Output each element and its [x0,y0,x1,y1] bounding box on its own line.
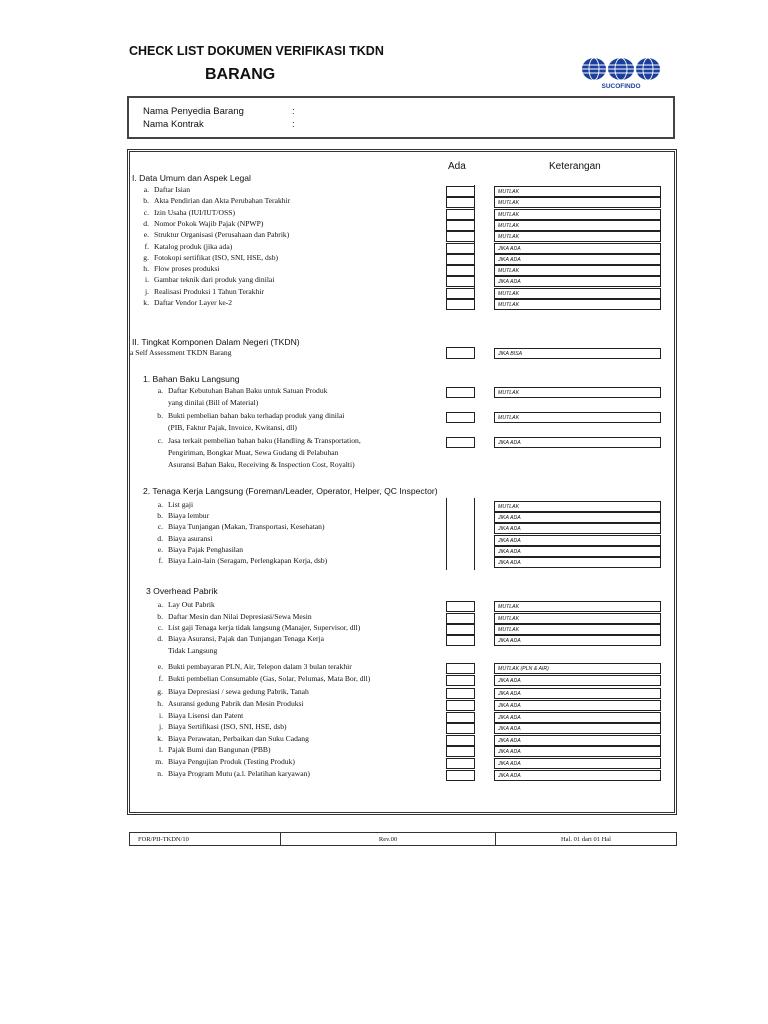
item-text: Pajak Bumi dan Bangunan (PBB) [168,745,271,754]
section-2-title: II. Tingkat Komponen Dalam Negeri (TKDN) [132,337,300,347]
item-text: Flow proses produksi [154,264,220,274]
item-text: Biaya Tunjangan (Makan, Transportasi, Kesehatan) [168,522,325,532]
checklist-item [150,646,217,655]
item-text: Biaya Pajak Penghasilan [168,544,244,554]
item-text: Biaya Perawatan, Perbaikan dan Suku Cadang [168,734,309,743]
svg-text:SUCOFINDO: SUCOFINDO [601,83,641,90]
item-text: Fotokopi sertifikat (ISO, SNI, HSE, dsb) [154,252,279,262]
item-letter: c. [157,436,163,445]
ada-checkbox[interactable] [446,254,475,265]
checklist-item [150,500,193,509]
subsection-1-title: 1. Bahan Baku Langsung [143,374,240,384]
item-text: Daftar Isian [154,185,191,194]
keterangan-note: MUTLAK [494,624,661,635]
subsection-2-title: 2. Tenaga Kerja Langsung (Foreman/Leader, Operator, Helper, QC Inspector) [143,486,438,496]
item-text: List gaji [168,500,194,509]
contract-name-colon: : [292,119,295,130]
item-letter: f. [158,674,163,683]
item-letter: g. [157,687,163,696]
checklist-item [150,411,345,420]
ada-checkbox[interactable] [446,675,475,686]
ada-checkbox[interactable] [446,231,475,242]
item-text: Tidak Langsung [168,646,218,655]
keterangan-note: JIKA ADA [494,688,661,699]
item-text: Asuransi gedung Pabrik dan Mesin Produksi [168,699,304,708]
checklist-item [150,556,327,565]
checklist-item [136,242,232,251]
checklist-item [150,522,325,531]
checklist-item [150,722,287,731]
item-text: Biaya Depresiasi / sewa gedung Pabrik, Tanah [168,687,309,696]
keterangan-note: MUTLAK [494,186,661,197]
item-text: Daftar Mesin dan Nilai Depresiasi/Sewa Mesin [168,612,312,621]
item-text-continued: (PIB, Faktur Pajak, Invoice, Kwitansi, dll) [168,423,297,432]
checklist-item [136,230,289,239]
keterangan-note: JIKA ADA [494,557,661,568]
checklist-item [150,662,352,671]
item-letter: a. [143,185,149,194]
item-text-continued: yang dinilai (Bill of Material) [168,398,259,407]
keterangan-note: MUTLAK [494,209,661,220]
ada-checkbox[interactable] [446,770,475,781]
item-text: Biaya Program Mutu (a.l. Pelatihan karyawan) [168,769,310,778]
item-letter: l. [158,745,163,754]
supplier-name-label: Nama Penyedia Barang [143,106,244,117]
item-letter: k. [157,734,163,743]
keterangan-note: MUTLAK [494,613,661,624]
item-letter: c. [143,207,149,217]
document-title: CHECK LIST DOKUMEN VERIFIKASI TKDN [129,44,384,58]
item-letter: j. [144,286,149,296]
item-letter: c. [157,522,163,532]
checklist-item [136,264,219,273]
item-text: Gambar teknik dari produk yang dinilai [154,275,275,285]
keterangan-note: MUTLAK [494,412,661,423]
keterangan-note: JIKA ADA [494,535,661,546]
checklist-item [150,634,324,643]
keterangan-note: JIKA ADA [494,700,661,711]
ada-checkbox[interactable] [446,624,475,635]
item-letter: b. [157,511,163,521]
checklist-item [150,623,360,632]
ada-checkbox[interactable] [446,220,475,231]
item-letter: a. [157,500,163,509]
checklist-item [136,298,232,307]
item-text: Akta Pendirian dan Akta Perubahan Terakhir [154,196,291,206]
keterangan-note: MUTLAK [494,265,661,276]
checklist-item [150,545,243,554]
item-letter: d. [143,218,149,228]
keterangan-note: JIKA ADA [494,746,661,757]
keterangan-note: MUTLAK [494,197,661,208]
ada-checkbox[interactable] [446,387,475,398]
checklist-item [150,757,295,766]
keterangan-note: JIKA ADA [494,675,661,686]
item-text: Izin Usaha (IUI/IUT/OSS) [154,207,235,217]
item-text: Bukti pembayaran PLN, Air, Telepon dalam 3 bulan terakhir [168,662,352,671]
identity-box [127,96,675,139]
ada-checkbox[interactable] [446,663,475,674]
item-text: Biaya Asuransi, Pajak dan Tunjangan Tenaga Kerja [168,634,325,643]
item-letter: g. [143,252,149,262]
item-letter: b. [157,411,163,420]
ada-checkbox[interactable] [446,209,475,220]
keterangan-note: JIKA ADA [494,276,661,287]
keterangan-note: JIKA ADA [494,243,661,254]
checklist-item [150,687,309,696]
section-1-title: I. Data Umum dan Aspek Legal [132,173,251,183]
ada-checkbox[interactable] [446,601,475,612]
keterangan-note: JIKA ADA [494,712,661,723]
ada-checkbox[interactable] [446,700,475,711]
checklist-item [136,287,264,296]
contract-name-label: Nama Kontrak [143,119,204,130]
item-letter: h. [157,699,163,708]
item-text-continued: Asuransi Bahan Baku, Receiving & Inspection Cost, Royalti) [168,460,355,469]
item-text: Struktur Organisasi (Perusahaan dan Pabrik) [154,230,290,240]
form-footer [129,832,677,846]
ada-checkbox[interactable] [446,276,475,287]
item-text: Bukti pembelian Consumable (Gas, Solar, Pelumas, Mata Bor, dll) [168,674,371,683]
ada-checkbox[interactable] [446,437,475,448]
item-letter: a. [157,386,163,395]
item-letter: f. [158,556,163,565]
item-text: Jasa terkait pembelian bahan baku (Handling & Transportation, [168,436,361,445]
checklist-item [136,219,263,228]
ada-checkbox[interactable] [446,243,475,254]
ada-checkbox[interactable] [446,288,475,299]
ada-checkbox[interactable] [446,723,475,734]
keterangan-note: MUTLAK [494,387,661,398]
column-header-ada: Ada [448,161,466,172]
checklist-item [150,745,271,754]
keterangan-note: JIKA ADA [494,635,661,646]
sub2-left-rule [446,498,447,570]
checklist-item [136,185,190,194]
keterangan-note: JIKA ADA [494,254,661,265]
item-letter: i. [144,275,149,285]
item-text: Biaya Lisensi dan Patent [168,711,244,720]
checklist-item [150,534,213,543]
item-letter: d. [157,634,163,643]
ada-checkbox[interactable] [446,746,475,757]
item-text: Daftar Vendor Layer ke-2 [154,298,233,307]
checklist-item [136,253,278,262]
item-letter: n. [157,769,163,778]
self-assessment-note: JIKA BISA [494,348,661,359]
item-text: Biaya lembur [168,511,210,521]
self-assessment-label: a Self Assessment TKDN Barang [130,348,232,357]
item-text: Lay Out Pabrik [168,600,215,609]
keterangan-note: MUTLAK [494,231,661,242]
item-letter: e. [143,230,149,240]
checklist-item [150,386,327,395]
item-text: Nomor Pokok Wajib Pajak (NPWP) [154,218,264,228]
item-letter: i. [158,711,163,720]
ada-checkbox[interactable] [446,197,475,208]
checklist-item [150,734,309,743]
ada-checkbox[interactable] [446,186,475,197]
item-letter: f. [144,241,149,251]
item-text-continued: Pengiriman, Bongkar Muat, Sewa Gudang di Pelabuhan [168,448,339,457]
checklist-item [150,769,310,778]
keterangan-note: MUTLAK [494,299,661,310]
item-text: Biaya asuransi [168,533,213,543]
keterangan-note: JIKA ADA [494,770,661,781]
ada-checkbox[interactable] [446,758,475,769]
checklist-item [150,699,304,708]
document-subtitle: BARANG [205,66,276,83]
self-assessment-checkbox[interactable] [446,347,475,359]
ada-checkbox[interactable] [446,735,475,746]
ada-checkbox[interactable] [446,613,475,624]
keterangan-note: MUTLAK [494,601,661,612]
item-letter: h. [143,264,149,274]
checklist-item [150,436,361,445]
checklist-item [150,674,370,683]
checklist-item [150,711,243,720]
form-revision: Rev.00 [281,833,496,845]
form-code: FOR/PII-TKDN/10 [130,833,281,845]
column-header-keterangan: Keterangan [549,161,601,172]
item-text: Biaya Sertifikasi (ISO, SNI, HSE, dsb) [168,722,287,731]
form-page: Hal. 01 dari 01 Hal [560,835,611,843]
ada-checkbox[interactable] [446,265,475,276]
item-letter: m. [155,757,163,766]
supplier-name-colon: : [292,106,295,117]
ada-checkbox[interactable] [446,688,475,699]
keterangan-note: JIKA ADA [494,512,661,523]
checklist-item [150,612,312,621]
sub2-right-rule [474,498,475,570]
ada-checkbox[interactable] [446,412,475,423]
keterangan-note: MUTLAK [494,288,661,299]
keterangan-note: JIKA ADA [494,735,661,746]
item-text: Katalog produk (jika ada) [154,241,233,251]
item-letter: b. [143,196,149,206]
item-text: List gaji Tenaga kerja tidak langsung (Manajer, Supervisor, dll) [168,623,361,632]
item-letter: e. [157,662,163,671]
item-text: Biaya Lain-lain (Seragam, Perlengkapan Kerja, dsb) [168,556,328,565]
checklist-item [136,208,235,217]
keterangan-note: JIKA ADA [494,546,661,557]
item-text: Bukti pembelian bahan baku terhadap produk yang dinilai [168,411,345,420]
ada-checkbox[interactable] [446,712,475,723]
keterangan-note: JIKA ADA [494,758,661,769]
item-text: Daftar Kebutuhan Bahan Baku untuk Satuan Produk [168,386,328,395]
keterangan-note: JIKA ADA [494,523,661,534]
checklist-item [150,600,215,609]
item-letter: j. [158,722,163,731]
item-letter: e. [157,544,163,554]
checklist-item [150,511,209,520]
checklist-item [136,275,274,284]
item-letter: d. [157,533,163,543]
keterangan-note: MUTLAK [494,220,661,231]
keterangan-note: JIKA ADA [494,723,661,734]
keterangan-note: JIKA ADA [494,437,661,448]
item-letter: k. [143,298,149,307]
item-letter: a. [157,600,163,609]
keterangan-note: MUTLAK (PLN & AIR) [494,663,661,674]
keterangan-note: MUTLAK [494,501,661,512]
ada-checkbox[interactable] [446,635,475,646]
item-letter: c. [157,623,163,632]
sucofindo-logo [581,57,661,91]
subsection-3-title: 3 Overhead Pabrik [146,586,218,596]
item-letter: b. [157,612,163,621]
item-text: Realisasi Produksi 1 Tahun Terakhir [154,286,265,296]
item-text: Biaya Pengujian Produk (Testing Produk) [168,757,295,766]
ada-checkbox[interactable] [446,299,475,310]
checklist-item [136,196,290,205]
